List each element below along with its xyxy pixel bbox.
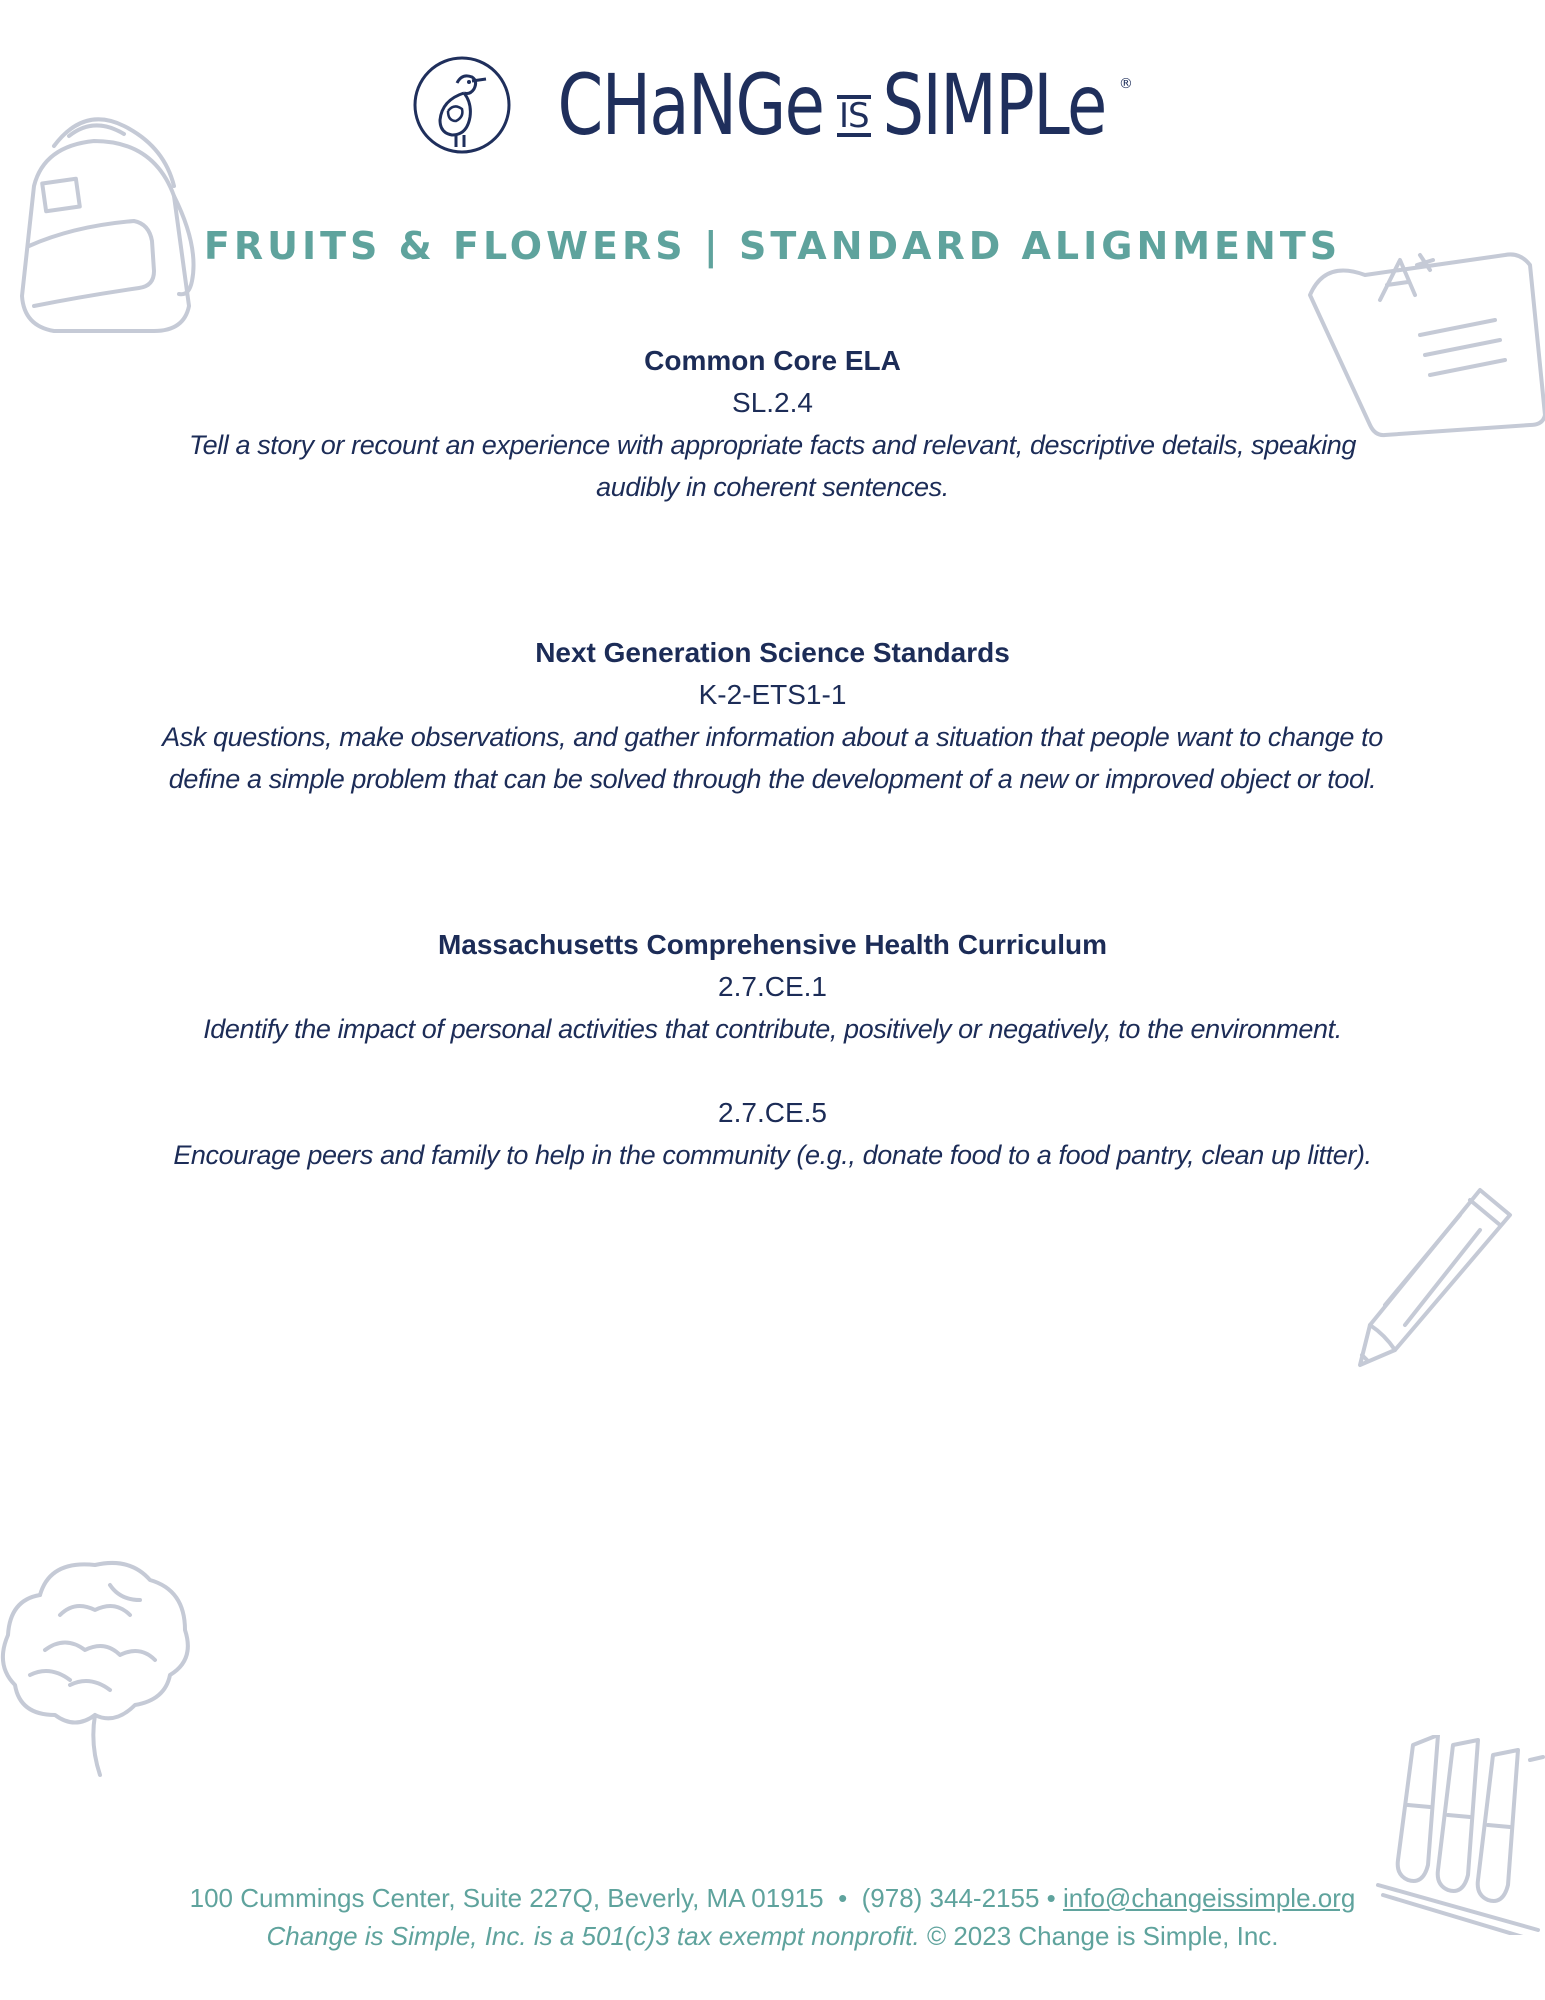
section-heading: Common Core ELA [644, 345, 901, 376]
brain-icon [0, 1555, 200, 1785]
logo-word-change: CHaNGe [557, 56, 824, 154]
standard-section-common-core [160, 340, 1385, 508]
standards-list [160, 340, 1385, 1176]
logo-word-simple: SIMPLe [882, 56, 1106, 154]
section-heading: Next Generation Science Standards [535, 637, 1010, 668]
footer-phone: (978) 344-2155 [861, 1883, 1040, 1913]
standard-code: 2.7.CE.1 [718, 971, 827, 1002]
standard-description: Tell a story or recount an experience with appropriate facts and relevant, descriptive details, speaking audibly in coherent sentences. [188, 430, 1357, 502]
footer-copyright: © 2023 Change is Simple, Inc. [926, 1921, 1279, 1951]
standard-section-health [160, 924, 1385, 1176]
standard-description: Identify the impact of personal activities that contribute, positively or negatively, to the environment. [203, 1014, 1342, 1044]
standard-code: SL.2.4 [732, 387, 813, 418]
footer [0, 1878, 1545, 1954]
footer-separator: • [1046, 1883, 1056, 1913]
section-heading: Massachusetts Comprehensive Health Curriculum [437, 929, 1108, 960]
logo [0, 50, 1545, 160]
registered-mark: ® [1118, 76, 1133, 92]
footer-email-link[interactable]: info@changeissimple.org [1063, 1883, 1356, 1913]
standard-code: K-2-ETS1-1 [698, 679, 847, 710]
standard-section-ngss [160, 632, 1385, 800]
bird-logo-icon [412, 55, 512, 155]
footer-nonprofit: Change is Simple, Inc. is a 501(c)3 tax exempt nonprofit. [266, 1921, 920, 1951]
footer-legal [0, 1918, 1545, 1954]
pencil-icon [1340, 1185, 1520, 1375]
logo-word-is: IS [839, 96, 869, 136]
footer-contact [0, 1878, 1545, 1918]
standard-description-2: Encourage peers and family to help in the community (e.g., donate food to a food pantry, clean up litter). [173, 1140, 1372, 1170]
footer-separator: • [838, 1883, 848, 1913]
standard-description: Ask questions, make observations, and gather information about a situation that people want to change to define a simple problem that can be solved through the development of a new or improved object or tool. [162, 722, 1383, 794]
page-title: FRUITS & FLOWERS | STANDARD ALIGNMENTS [203, 224, 1342, 268]
standard-code-2: 2.7.CE.5 [718, 1097, 827, 1128]
footer-address: 100 Cummings Center, Suite 227Q, Beverly, MA 01915 [189, 1883, 824, 1913]
